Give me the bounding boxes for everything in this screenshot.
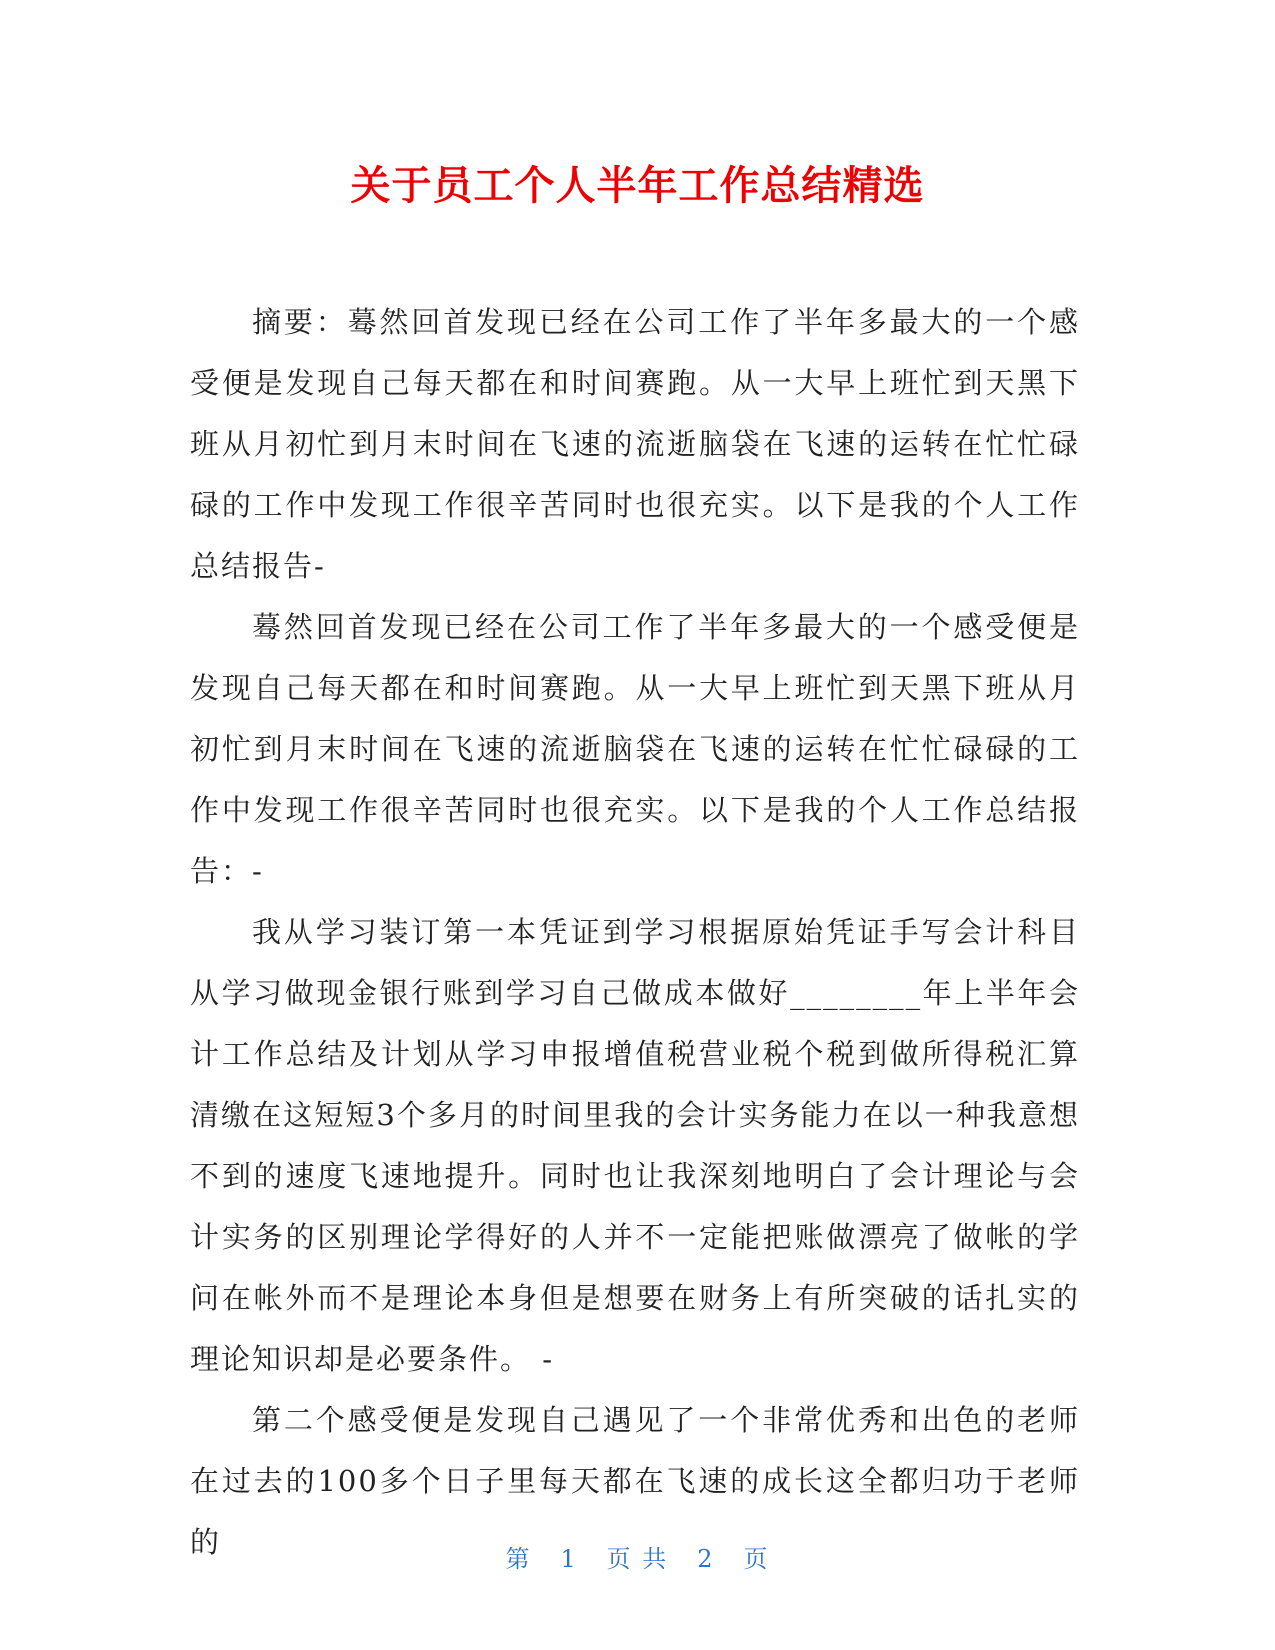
footer-current-page: 1 [560, 1545, 578, 1573]
page-footer [0, 1542, 1275, 1576]
footer-total-pages: 2 [697, 1545, 715, 1573]
page-title: 关于员工个人半年工作总结精选 [350, 163, 925, 209]
footer-page-suffix: 页 [743, 1545, 770, 1573]
paragraph-intro: 蓦然回首发现已经在公司工作了半年多最大的一个感受便是发现自己每天都在和时间赛跑。从一大早上班忙到天黑下班从月初忙到月末时间在飞速的流逝脑袋在飞速的运转在忙忙碌碌的工作中发现工作很辛苦同时也很充实。以下是我的个人工作总结报告：- [190, 610, 1080, 888]
document-body [190, 292, 1080, 1573]
footer-page-middle: 页 共 [606, 1545, 669, 1573]
paragraph-accounting-learning: 我从学习装订第一本凭证到学习根据原始凭证手写会计科目从学习做现金银行账到学习自己做成本做好________年上半年会计工作总结及计划从学习申报增值税营业税个税到做所得税汇算清缴在这短短3个多月的时间里我的会计实务能力在以一种我意想不到的速度飞速地提升。同时也让我深刻地明白了会计理论与会计实务的区别理论学得好的人并不一定能把账做漂亮了做帐的学问在帐外而不是理论本身但是想要在财务上有所突破的话扎实的理论知识却是必要条件。 - [190, 915, 1080, 1376]
paragraph-second-feeling: 第二个感受便是发现自己遇见了一个非常优秀和出色的老师在过去的100多个日子里每天都在飞速的成长这全都归功于老师的 [190, 1403, 1080, 1559]
paragraph-abstract: 摘要：蓦然回首发现已经在公司工作了半年多最大的一个感受便是发现自己每天都在和时间赛跑。从一大早上班忙到天黑下班从月初忙到月末时间在飞速的流逝脑袋在飞速的运转在忙忙碌碌的工作中发现工作很辛苦同时也很充实。以下是我的个人工作总结报告- [190, 305, 1080, 583]
footer-page-prefix: 第 [505, 1545, 532, 1573]
